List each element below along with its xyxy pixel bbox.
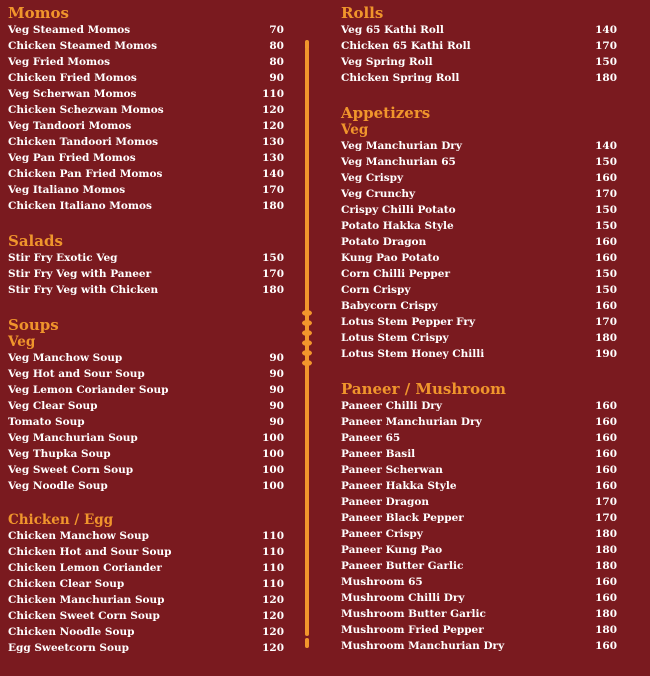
menu-item-name: Chicken Fried Momos <box>8 72 137 84</box>
menu-item-name: Paneer Chilli Dry <box>341 400 442 412</box>
menu-item-name: Chicken Italiano Momos <box>8 200 152 212</box>
menu-item-name: Paneer Black Pepper <box>341 512 464 524</box>
menu-item <box>341 266 617 282</box>
menu-item-price: 170 <box>595 40 617 52</box>
menu-item-price: 160 <box>595 464 617 476</box>
menu-item-name: Veg Crunchy <box>341 188 416 200</box>
menu-item-price: 100 <box>262 464 284 476</box>
section-title-paneer-mushroom: Paneer / Mushroom <box>341 380 507 398</box>
menu-item-price: 170 <box>262 184 284 196</box>
menu-item-name: Mushroom Fried Pepper <box>341 624 484 636</box>
menu-item <box>341 218 617 234</box>
menu-item-price: 160 <box>595 592 617 604</box>
menu-item-price: 150 <box>595 220 617 232</box>
menu-item-price: 170 <box>595 316 617 328</box>
column-divider <box>300 0 314 676</box>
menu-item <box>341 462 617 478</box>
veg-appetizers-list <box>341 138 617 362</box>
menu-item-name: Veg Hot and Sour Soup <box>8 368 145 380</box>
menu-item-name: Chicken Lemon Coriander <box>8 562 162 574</box>
menu-item-price: 180 <box>262 284 284 296</box>
menu-item-name: Chicken Clear Soup <box>8 578 125 590</box>
menu-item-price: 160 <box>595 416 617 428</box>
left-column <box>8 4 284 656</box>
menu-item-name: Corn Crispy <box>341 284 411 296</box>
menu-item <box>341 638 617 654</box>
menu-item <box>341 414 617 430</box>
menu-item-price: 90 <box>269 368 284 380</box>
menu-item-name: Veg Pan Fried Momos <box>8 152 136 164</box>
menu-item-price: 170 <box>262 268 284 280</box>
menu-item-price: 180 <box>595 560 617 572</box>
menu-item-name: Mushroom Chilli Dry <box>341 592 465 604</box>
menu-item-price: 160 <box>595 480 617 492</box>
menu-item <box>341 54 617 70</box>
menu-item <box>8 624 284 640</box>
menu-item-price: 120 <box>262 120 284 132</box>
menu-item-name: Mushroom Manchurian Dry <box>341 640 505 652</box>
menu-item-price: 160 <box>595 448 617 460</box>
menu-item <box>8 560 284 576</box>
menu-item-name: Veg Noodle Soup <box>8 480 108 492</box>
menu-item-name: Egg Sweetcorn Soup <box>8 642 129 654</box>
menu-item <box>341 542 617 558</box>
salads-list <box>8 250 284 298</box>
menu-item-name: Veg Manchow Soup <box>8 352 123 364</box>
menu-item-name: Mushroom Butter Garlic <box>341 608 486 620</box>
veg-soups-list <box>8 350 284 494</box>
section-title-salads: Salads <box>8 232 63 250</box>
menu-item <box>8 414 284 430</box>
menu-item <box>8 86 284 102</box>
chicken-soups-list <box>8 528 284 656</box>
menu-item <box>341 314 617 330</box>
menu-item-price: 160 <box>595 400 617 412</box>
menu-item-price: 110 <box>262 546 284 558</box>
menu-item <box>341 430 617 446</box>
menu-item-name: Potato Hakka Style <box>341 220 454 232</box>
menu-item-name: Paneer Basil <box>341 448 416 460</box>
menu-item <box>341 170 617 186</box>
menu-item-name: Veg Sweet Corn Soup <box>8 464 134 476</box>
menu-item <box>341 186 617 202</box>
menu-item-price: 120 <box>262 642 284 654</box>
menu-item-name: Paneer Dragon <box>341 496 430 508</box>
menu-item-name: Paneer Butter Garlic <box>341 560 464 572</box>
menu-item <box>8 102 284 118</box>
menu-item <box>8 350 284 366</box>
menu-item <box>341 330 617 346</box>
menu-item <box>8 576 284 592</box>
menu-item-name: Stir Fry Veg with Paneer <box>8 268 152 280</box>
menu-item-name: Chicken Tandoori Momos <box>8 136 159 148</box>
menu-item-name: Chicken Spring Roll <box>341 72 460 84</box>
menu-item-price: 100 <box>262 432 284 444</box>
menu-item-price: 110 <box>262 88 284 100</box>
menu-item <box>341 22 617 38</box>
menu-item-price: 160 <box>595 576 617 588</box>
menu-item-name: Veg Scherwan Momos <box>8 88 137 100</box>
menu-item <box>341 494 617 510</box>
menu-item <box>8 398 284 414</box>
menu-item-name: Veg Steamed Momos <box>8 24 131 36</box>
menu-item-price: 180 <box>262 200 284 212</box>
menu-item <box>8 592 284 608</box>
menu-item-name: Paneer Scherwan <box>341 464 443 476</box>
menu-item-price: 160 <box>595 300 617 312</box>
menu-item-price: 150 <box>262 252 284 264</box>
menu-item-price: 150 <box>595 268 617 280</box>
menu-item-price: 120 <box>262 626 284 638</box>
menu-item-price: 130 <box>262 136 284 148</box>
section-title-momos: Momos <box>8 4 69 22</box>
menu-item-name: Stir Fry Exotic Veg <box>8 252 118 264</box>
right-column <box>341 4 617 654</box>
menu-item-name: Veg Spring Roll <box>341 56 433 68</box>
menu-item-name: Veg Tandoori Momos <box>8 120 132 132</box>
menu-item-name: Lotus Stem Honey Chilli <box>341 348 485 360</box>
menu-item <box>8 478 284 494</box>
menu-item-name: Veg 65 Kathi Roll <box>341 24 444 36</box>
menu-item-name: Paneer Hakka Style <box>341 480 457 492</box>
menu-item-price: 80 <box>269 40 284 52</box>
menu-item-name: Lotus Stem Crispy <box>341 332 449 344</box>
menu-item-price: 90 <box>269 72 284 84</box>
menu-item-price: 150 <box>595 284 617 296</box>
menu-item-price: 150 <box>595 56 617 68</box>
menu-item-price: 170 <box>595 512 617 524</box>
menu-item-price: 180 <box>595 332 617 344</box>
menu-item <box>8 134 284 150</box>
menu-item <box>8 118 284 134</box>
menu-item <box>8 54 284 70</box>
subsection-title-veg-soups: Veg <box>8 334 36 350</box>
menu-item-price: 180 <box>595 528 617 540</box>
menu-item-price: 160 <box>595 432 617 444</box>
menu-item-name: Chicken Sweet Corn Soup <box>8 610 160 622</box>
menu-item <box>8 608 284 624</box>
menu-item <box>341 558 617 574</box>
paneer-mushroom-list <box>341 398 617 654</box>
menu-item <box>8 382 284 398</box>
menu-item <box>341 282 617 298</box>
menu-item-price: 100 <box>262 448 284 460</box>
menu-item-name: Veg Fried Momos <box>8 56 110 68</box>
menu-item <box>8 640 284 656</box>
menu-item-name: Chicken Hot and Sour Soup <box>8 546 172 558</box>
menu-item-name: Babycorn Crispy <box>341 300 438 312</box>
menu-item <box>341 526 617 542</box>
menu-item-name: Paneer 65 <box>341 432 401 444</box>
menu-item <box>8 462 284 478</box>
menu-item-name: Veg Lemon Coriander Soup <box>8 384 169 396</box>
menu-item-price: 80 <box>269 56 284 68</box>
menu-item-name: Veg Italiano Momos <box>8 184 126 196</box>
menu-item <box>341 38 617 54</box>
menu-item <box>341 478 617 494</box>
menu-item-price: 130 <box>262 152 284 164</box>
menu-item <box>341 398 617 414</box>
menu-item <box>8 70 284 86</box>
menu-item-price: 120 <box>262 594 284 606</box>
menu-item-price: 120 <box>262 104 284 116</box>
menu-item-name: Mushroom 65 <box>341 576 423 588</box>
menu-item-price: 190 <box>595 348 617 360</box>
menu-item-price: 120 <box>262 610 284 622</box>
menu-item-price: 90 <box>269 416 284 428</box>
subsection-title-veg-appetizers: Veg <box>341 122 369 138</box>
menu-item <box>341 298 617 314</box>
menu-item-price: 100 <box>262 480 284 492</box>
menu-item-name: Paneer Crispy <box>341 528 423 540</box>
section-title-appetizers: Appetizers <box>341 104 431 122</box>
menu-item <box>8 446 284 462</box>
menu-item-price: 180 <box>595 544 617 556</box>
menu-item <box>341 234 617 250</box>
menu-item <box>341 70 617 86</box>
menu-item-price: 140 <box>595 140 617 152</box>
menu-item <box>341 574 617 590</box>
menu-item <box>8 150 284 166</box>
menu-item-price: 90 <box>269 352 284 364</box>
menu-item-name: Veg Manchurian Dry <box>341 140 462 152</box>
menu-item-name: Chicken Manchurian Soup <box>8 594 165 606</box>
menu-item-name: Veg Manchurian 65 <box>341 156 456 168</box>
menu-item <box>8 544 284 560</box>
subsection-title-chicken-egg-soups: Chicken / Egg <box>8 512 114 528</box>
menu-item <box>341 250 617 266</box>
menu-item <box>341 622 617 638</box>
menu-item <box>8 266 284 282</box>
menu-item <box>8 38 284 54</box>
menu-item-price: 160 <box>595 172 617 184</box>
menu-item-name: Chicken Schezwan Momos <box>8 104 164 116</box>
menu-item <box>341 138 617 154</box>
menu-item <box>8 22 284 38</box>
menu-item-price: 110 <box>262 578 284 590</box>
menu-item <box>341 154 617 170</box>
menu-item <box>341 446 617 462</box>
menu-item-price: 140 <box>595 24 617 36</box>
menu-item-price: 110 <box>262 562 284 574</box>
menu-item-name: Chicken Pan Fried Momos <box>8 168 163 180</box>
menu-item <box>8 166 284 182</box>
menu-item-name: Kung Pao Potato <box>341 252 440 264</box>
menu-item-price: 170 <box>595 188 617 200</box>
menu-item-price: 180 <box>595 72 617 84</box>
menu-item-price: 160 <box>595 236 617 248</box>
menu-item-price: 90 <box>269 400 284 412</box>
menu-item <box>8 430 284 446</box>
menu-item <box>341 202 617 218</box>
menu-item-price: 70 <box>269 24 284 36</box>
menu-item <box>8 250 284 266</box>
menu-item <box>341 606 617 622</box>
menu-item <box>8 366 284 382</box>
menu-item-name: Crispy Chilli Potato <box>341 204 456 216</box>
rolls-list <box>341 22 617 86</box>
menu-item-name: Corn Chilli Pepper <box>341 268 450 280</box>
menu-item-name: Stir Fry Veg with Chicken <box>8 284 159 296</box>
menu-item-price: 180 <box>595 624 617 636</box>
menu-item-price: 90 <box>269 384 284 396</box>
menu-item-price: 150 <box>595 204 617 216</box>
menu-item-price: 170 <box>595 496 617 508</box>
menu-item-name: Lotus Stem Pepper Fry <box>341 316 476 328</box>
menu-item <box>341 590 617 606</box>
menu-item-name: Veg Manchurian Soup <box>8 432 138 444</box>
menu-item-name: Paneer Manchurian Dry <box>341 416 482 428</box>
menu-item-price: 110 <box>262 530 284 542</box>
menu-item-name: Chicken Steamed Momos <box>8 40 157 52</box>
menu-item-price: 160 <box>595 252 617 264</box>
menu-item-name: Chicken 65 Kathi Roll <box>341 40 471 52</box>
menu-item-price: 180 <box>595 608 617 620</box>
menu-item <box>8 282 284 298</box>
menu-item-name: Veg Crispy <box>341 172 404 184</box>
menu-item-name: Chicken Manchow Soup <box>8 530 149 542</box>
section-title-rolls: Rolls <box>341 4 384 22</box>
menu-item-name: Tomato Soup <box>8 416 85 428</box>
menu-item <box>8 528 284 544</box>
menu-item-price: 140 <box>262 168 284 180</box>
menu-item-name: Paneer Kung Pao <box>341 544 443 556</box>
menu-item <box>341 510 617 526</box>
menu-item-price: 160 <box>595 640 617 652</box>
menu-item <box>8 198 284 214</box>
momos-list <box>8 22 284 214</box>
menu-item-name: Chicken Noodle Soup <box>8 626 135 638</box>
menu-item-name: Veg Thupka Soup <box>8 448 111 460</box>
menu-item <box>341 346 617 362</box>
menu-item-name: Veg Clear Soup <box>8 400 98 412</box>
section-title-soups: Soups <box>8 316 59 334</box>
menu-item-name: Potato Dragon <box>341 236 427 248</box>
menu-item-price: 150 <box>595 156 617 168</box>
menu-item <box>8 182 284 198</box>
